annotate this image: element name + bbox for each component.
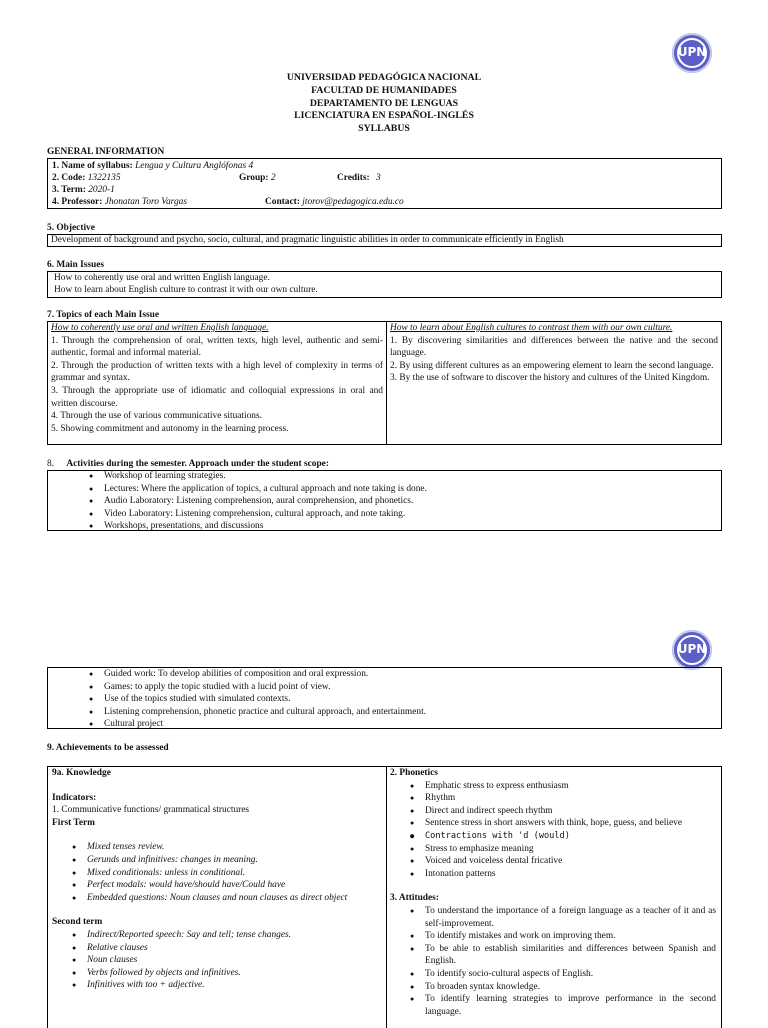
activity-item: ● Audio Laboratory: Listening comprehension, aural comprehension, and phonetics. [89, 495, 427, 508]
activity-item: ● Workshop of learning strategies. [89, 470, 427, 483]
indicator-1: 1. Communicative functions/ grammatical structures [52, 805, 250, 816]
phonetics-attitudes-column [387, 767, 721, 1028]
first-term-list [72, 841, 383, 904]
syllabus-name-value: Lengua y Cultura Anglófonas 4 [135, 161, 254, 171]
code-row [52, 172, 121, 185]
main-issues-box [47, 271, 722, 298]
knowledge-column [48, 767, 387, 1028]
credits-value: 3 [375, 173, 381, 183]
group-row [239, 172, 276, 185]
topics-right-column [387, 322, 721, 444]
activity-item: ● Games: to apply the topic studied with a lucid point of view. [89, 681, 426, 694]
second-term-label: Second term [52, 917, 103, 928]
header-faculty: FACULTAD DE HUMANIDADES [311, 85, 457, 96]
topics-title: 7. Topics of each Main Issue [47, 310, 159, 320]
phonetics-list [410, 780, 718, 881]
second-term-item: ● Indirect/Reported speech: Say and tell; tense changes. [72, 929, 383, 942]
activity-item: ● Guided work: To develop abilities of composition and oral expression. [89, 668, 426, 681]
first-term-item: ● Gerunds and infinitives: changes in meaning. [72, 854, 383, 867]
attitudes-title: 3. Attitudes: [390, 893, 439, 904]
activities-number: 8. [47, 459, 55, 469]
activities-list-page2 [89, 668, 426, 731]
credits-row [337, 172, 381, 185]
topics-left-heading: How to coherently use oral and written English language. [51, 323, 269, 333]
topics-table [47, 321, 722, 445]
knowledge-title: 9a. Knowledge [52, 768, 111, 778]
syllabus-name-row [52, 160, 253, 173]
term-value: 2020-1 [88, 185, 115, 195]
activity-item: ● Listening comprehension, phonetic practice and cultural approach, and entertainment. [89, 706, 426, 719]
activities-list-page1 [89, 470, 427, 533]
contact-value: jtorov@pedagogica.edu.co [302, 197, 404, 207]
attitude-item: ● To identify mistakes and work on improving them. [410, 930, 716, 943]
professor-row [52, 196, 187, 209]
attitude-item: ● To be able to establish similarities and differences between Spanish and English. [410, 943, 716, 968]
first-term-item: ● Mixed conditionals: unless in conditional. [72, 867, 383, 880]
topic-left-2: 2. Through the production of written texts with a high level of complexity in terms of grammar and syntax. [51, 360, 383, 384]
university-logo-page2 [672, 630, 712, 670]
activities-title-row [47, 458, 329, 471]
activity-item: ● Workshops, presentations, and discussions [89, 520, 427, 533]
logo-glyph: UPN [677, 642, 707, 656]
activity-item: ● Use of the topics studied with simulated contexts. [89, 693, 426, 706]
second-term-item: ● Infinitives with too + adjective. [72, 979, 383, 992]
second-term-item: ● Noun clauses [72, 954, 383, 967]
header-department: DEPARTAMENTO DE LENGUAS [309, 98, 459, 109]
objective-title: 5. Objective [47, 223, 95, 233]
header-syllabus: SYLLABUS [358, 123, 410, 134]
activities-box-page2 [47, 667, 722, 729]
code-label: 2. Code: [52, 173, 86, 183]
attitudes-list [410, 905, 716, 1018]
attitude-item: ● To understand the importance of a foreign language as a teacher of it and as self-improvement. [410, 905, 716, 930]
main-issue-2: How to learn about English culture to contrast it with our own culture. [54, 285, 318, 295]
first-term-label: First Term [52, 817, 95, 828]
topic-right-3: 3. By the use of software to discover the history and cultures of the United Kingdom. [390, 373, 710, 384]
code-value: 1322135 [87, 173, 121, 183]
logo-glyph: UPN [677, 45, 707, 59]
attitude-item: ● To identify socio-cultural aspects of English. [410, 968, 716, 981]
topics-right-heading: How to learn about English cultures to contrast them with our own culture. [390, 323, 673, 333]
objective-text: Development of background and psycho, socio, cultural, and pragmatic linguistic abilities in order to communicate efficiently in English [51, 235, 564, 245]
second-term-list [72, 929, 383, 992]
topic-left-1: 1. Through the comprehension of oral, written texts, high level, authentic and semi-authentic, formal and informal material. [51, 335, 383, 359]
professor-label: 4. Professor: [52, 197, 103, 207]
contact-row [265, 196, 404, 209]
syllabus-name-label: 1. Name of syllabus: [52, 161, 133, 171]
topic-right-2: 2. By using different cultures as an empowering element to learn the second language. [390, 360, 714, 371]
topics-left-column [48, 322, 387, 444]
phonetics-item: ● Contractions with 'd (would) [410, 830, 718, 843]
header-program: LICENCIATURA EN ESPAÑOL-INGLÉS [294, 110, 474, 121]
header-university: UNIVERSIDAD PEDAGÓGICA NACIONAL [286, 72, 482, 83]
attitude-item: ● To identify learning strategies to improve performance in the second language. [410, 993, 716, 1018]
professor-value: Jhonatan Toro Vargas [104, 197, 187, 207]
objective-box [47, 234, 722, 247]
phonetics-item: ● Rhythm [410, 792, 718, 805]
credits-label: Credits: [337, 173, 370, 183]
term-label: 3. Term: [52, 185, 86, 195]
university-logo [672, 33, 712, 73]
first-term-item: ● Perfect modals: would have/should have/Could have [72, 879, 383, 892]
phonetics-item: ● Intonation patterns [410, 868, 718, 881]
main-issue-1: How to coherently use oral and written English language. [54, 273, 270, 283]
topic-left-5: 5. Showing commitment and autonomy in the learning process. [51, 423, 289, 434]
contact-label: Contact: [265, 197, 300, 207]
activities-box-page1 [47, 470, 722, 531]
first-term-item: ● Mixed tenses review. [72, 841, 383, 854]
second-term-item: ● Relative clauses [72, 942, 383, 955]
topic-left-4: 4. Through the use of various communicative situations. [51, 411, 262, 422]
second-term-item: ● Verbs followed by objects and infinitives. [72, 967, 383, 980]
activity-item: ● Lectures: Where the application of topics, a cultural approach and note taking is done. [89, 483, 427, 496]
topic-left-3: 3. Through the appropriate use of idiomatic and colloquial expressions in oral and written discourse. [51, 385, 383, 409]
phonetics-item: ● Voiced and voiceless dental fricative [410, 855, 718, 868]
group-label: Group: [239, 173, 269, 183]
phonetics-item: ● Sentence stress in short answers with think, hope, guess, and believe [410, 817, 718, 830]
term-row [52, 184, 115, 197]
general-info-box [47, 158, 722, 209]
phonetics-item: ● Direct and indirect speech rhythm [410, 805, 718, 818]
activities-title: Activities during the semester. Approach under the student scope: [66, 459, 329, 469]
first-term-item: ● Embedded questions: Noun clauses and noun clauses as direct object [72, 892, 383, 905]
phonetics-item: ● Stress to emphasize meaning [410, 843, 718, 856]
activity-item: ● Cultural project [89, 718, 426, 731]
activity-item: ● Video Laboratory: Listening comprehension, cultural approach, and note taking. [89, 508, 427, 521]
group-value: 2 [270, 173, 276, 183]
phonetics-title: 2. Phonetics [390, 768, 438, 778]
indicators-label: Indicators: [52, 792, 97, 803]
main-issues-title: 6. Main Issues [47, 260, 105, 270]
phonetics-item: ● Emphatic stress to express enthusiasm [410, 780, 718, 793]
attitude-item: ● To broaden syntax knowledge. [410, 981, 716, 994]
achievements-title: 9. Achievements to be assessed [47, 743, 169, 753]
topic-right-1: 1. By discovering similarities and differences between the native and the second language. [390, 335, 718, 359]
general-info-title: GENERAL INFORMATION [47, 147, 165, 157]
achievements-table [47, 766, 722, 1028]
